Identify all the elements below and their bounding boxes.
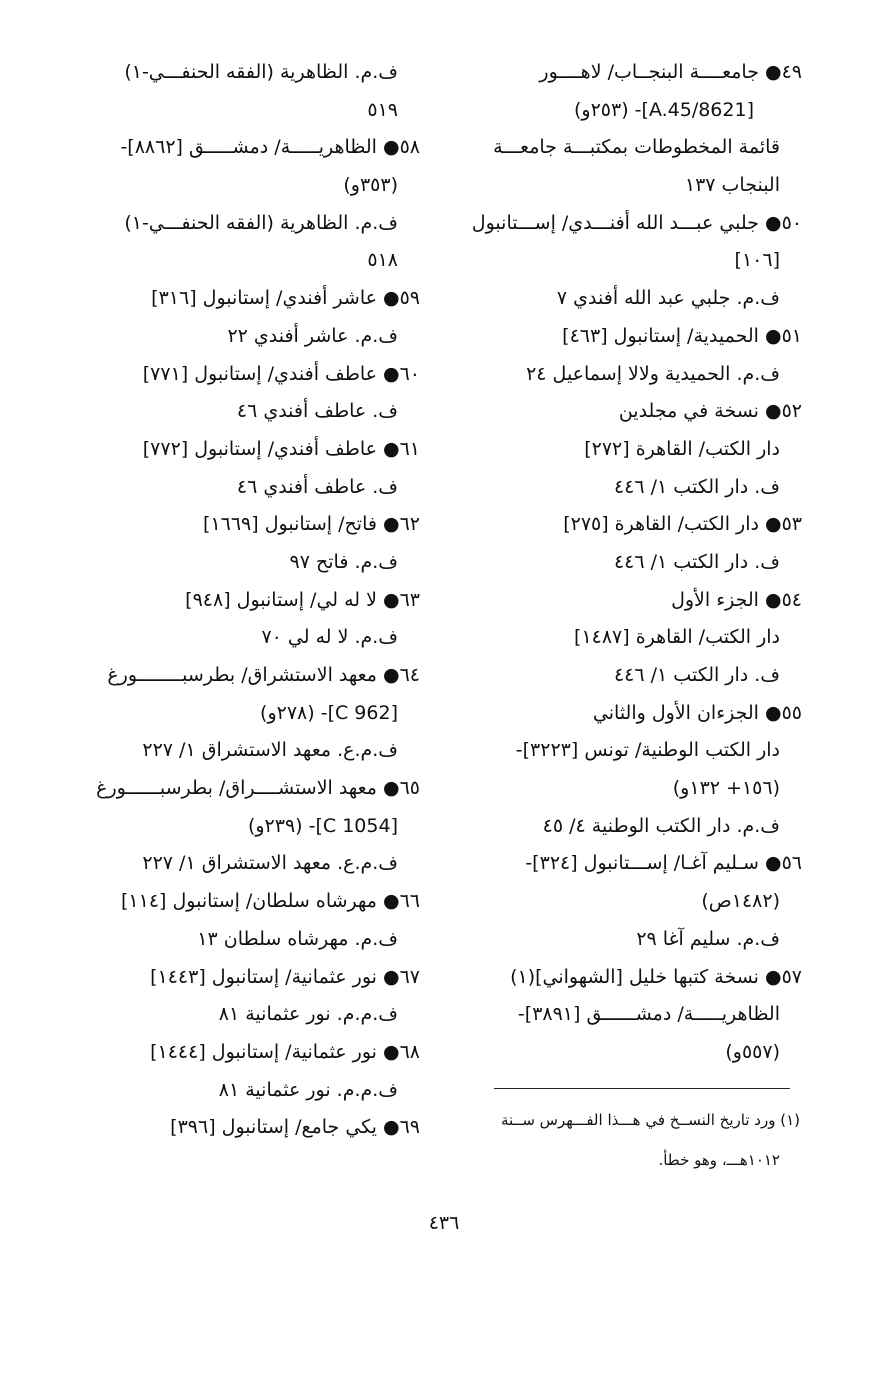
entry-detail-line: ف.م. الحميدية ولالا إسماعيل ٢٤ [526, 362, 780, 385]
entry-heading: ٥٠● جلبي عبـــد الله أفنـــدي/ إســـتانبول [471, 211, 802, 234]
entry-detail-line: ف.م. الظاهرية (الفقه الحنفـــي-١) [124, 61, 398, 83]
entry-detail-line: [١٠٦] [734, 249, 780, 272]
entry-heading: ٦٧● نور عثمانية/ إستانبول [١٤٤٣] [150, 965, 420, 988]
entry-detail-line: دار الكتب الوطنية/ تونس [٣٢٢٣]- [515, 739, 780, 762]
footnote-line: ١٠١٢هـــ، وهو خطأ. [658, 1151, 780, 1169]
entry-detail-line: ف.م. سليم آغا ٢٩ [636, 927, 780, 950]
entry-heading: ٥٩● عاشر أفندي/ إستانبول [٣١٦] [151, 287, 420, 310]
entry-detail-line: ف.م.ع. معهد الاستشراق ١/ ٢٢٧ [142, 739, 398, 762]
entry-detail-line: ف.م. لا له لي ٧٠ [261, 626, 398, 649]
page-number: ٤٣٦ [428, 1212, 460, 1234]
entry-detail-line: ف. عاطف أفندي ٤٦ [236, 400, 398, 423]
entry-detail-line: [C 1054]- (٢٣٩و) [247, 814, 398, 837]
entry-detail-line: ف.م.ع. معهد الاستشراق ١/ ٢٢٧ [142, 852, 398, 875]
entry-heading: ٦٤● معهد الاستشراق/ بطرسبــــــــورغ [107, 664, 420, 686]
entry-detail-line: ف.م.م. نور عثمانية ٨١ [218, 1003, 398, 1026]
entry-detail-line: ف.م.م. نور عثمانية ٨١ [218, 1078, 398, 1101]
entry-heading: ٦٦● مهرشاه سلطان/ إستانبول [١١٤] [120, 890, 420, 913]
entry-heading: ٥٥● الجزءان الأول والثاني [592, 701, 802, 724]
entry-detail-line: ٥١٩ [367, 98, 398, 121]
entry-heading: ٦٠● عاطف أفندي/ إستانبول [٧٧١] [142, 362, 420, 385]
footnote-separator [494, 1088, 790, 1089]
entry-detail-line: دار الكتب/ القاهرة [٢٧٢] [584, 437, 780, 460]
entry-heading: ٥٤● الجزء الأول [671, 588, 802, 611]
entry-detail-line: ف. دار الكتب ١/ ٤٤٦ [613, 550, 780, 573]
entry-detail-line: ف. دار الكتب ١/ ٤٤٦ [613, 475, 780, 498]
left-column [68, 54, 420, 1147]
entry-detail-line: دار الكتب/ القاهرة [١٤٨٧] [574, 626, 780, 649]
entry-detail-line: الظاهريـــــة/ دمشــــــق [٣٨٩١]- [517, 1003, 780, 1026]
entry-detail-line: ف.م. جلبي عبد الله أفندي ٧ [556, 287, 780, 310]
entry-heading: ٥٢● نسخة في مجلدين [618, 400, 802, 423]
entry-heading: ٦٥● معهد الاستشــــراق/ بطرسبــــــورغ [96, 777, 420, 800]
entry-detail-line: ف.م. الظاهرية (الفقه الحنفـــي-١) [124, 211, 398, 234]
entry-heading: ٥١● الحميدية/ إستانبول [٤٦٣] [562, 324, 802, 347]
entry-detail-line: ف.م. فاتح ٩٧ [289, 550, 398, 573]
entry-detail-line: (١٤٨٢ص) [701, 890, 780, 913]
entry-detail-line: ف. عاطف أفندي ٤٦ [236, 475, 398, 498]
footnotes [462, 1100, 802, 1180]
entry-heading: ٦٢● فاتح/ إستانبول [١٦٦٩] [203, 513, 420, 536]
entry-detail-line: (١٥٦+ ١٣٢و) [672, 777, 780, 800]
entry-detail-line: [C 962]- (٢٧٨و) [260, 701, 398, 724]
entry-detail-line: ف.م. دار الكتب الوطنية ٤/ ٤٥ [542, 814, 780, 837]
entry-detail-line: ف. دار الكتب ١/ ٤٤٦ [613, 664, 780, 686]
entry-heading: ٥٧● نسخة كتبها خليل [الشهواني](١) [510, 965, 802, 988]
right-column [462, 54, 802, 1072]
entry-detail-line: (٣٥٣و) [343, 174, 398, 197]
entry-detail-line: (٥٥٧و) [725, 1040, 780, 1063]
entry-heading: ٥٦● سـليم آغـا/ إســـتانبول [٣٢٤]- [525, 852, 802, 875]
entry-detail-line: قائمة المخطوطات بمكتبـــة جامعـــة [493, 136, 780, 159]
entry-heading: ٤٩● جامعــــة البنجــاب/ لاهــــور [539, 61, 802, 83]
entry-heading: ٦٨● نور عثمانية/ إستانبول [١٤٤٤] [150, 1040, 420, 1063]
entry-detail-line: ف.م. عاشر أفندي ٢٢ [227, 324, 398, 347]
entry-heading: ٦٣● لا له لي/ إستانبول [٩٤٨] [185, 588, 420, 611]
footnote-line: (١) ورد تاريخ النســخ في هـــذا الفـــهرس ســنة [500, 1111, 800, 1129]
entry-detail-line: البنجاب ١٣٧ [684, 174, 780, 197]
entry-heading: ٥٣● دار الكتب/ القاهرة [٢٧٥] [563, 513, 802, 536]
entry-heading: ٦١● عاطف أفندي/ إستانبول [٧٧٢] [142, 437, 420, 460]
entry-heading: ٥٨● الظاهريـــــة/ دمشـــــق [٨٨٦٢]- [120, 136, 420, 159]
entry-detail-line: ف.م. مهرشاه سلطان ١٣ [197, 927, 398, 950]
entry-detail-line: [A.45/8621]- (٢٥٣و) [573, 98, 754, 121]
entry-heading: ٦٩● يكي جامع/ إستانبول [٣٩٦] [170, 1116, 420, 1139]
entry-detail-line: ٥١٨ [367, 249, 398, 272]
